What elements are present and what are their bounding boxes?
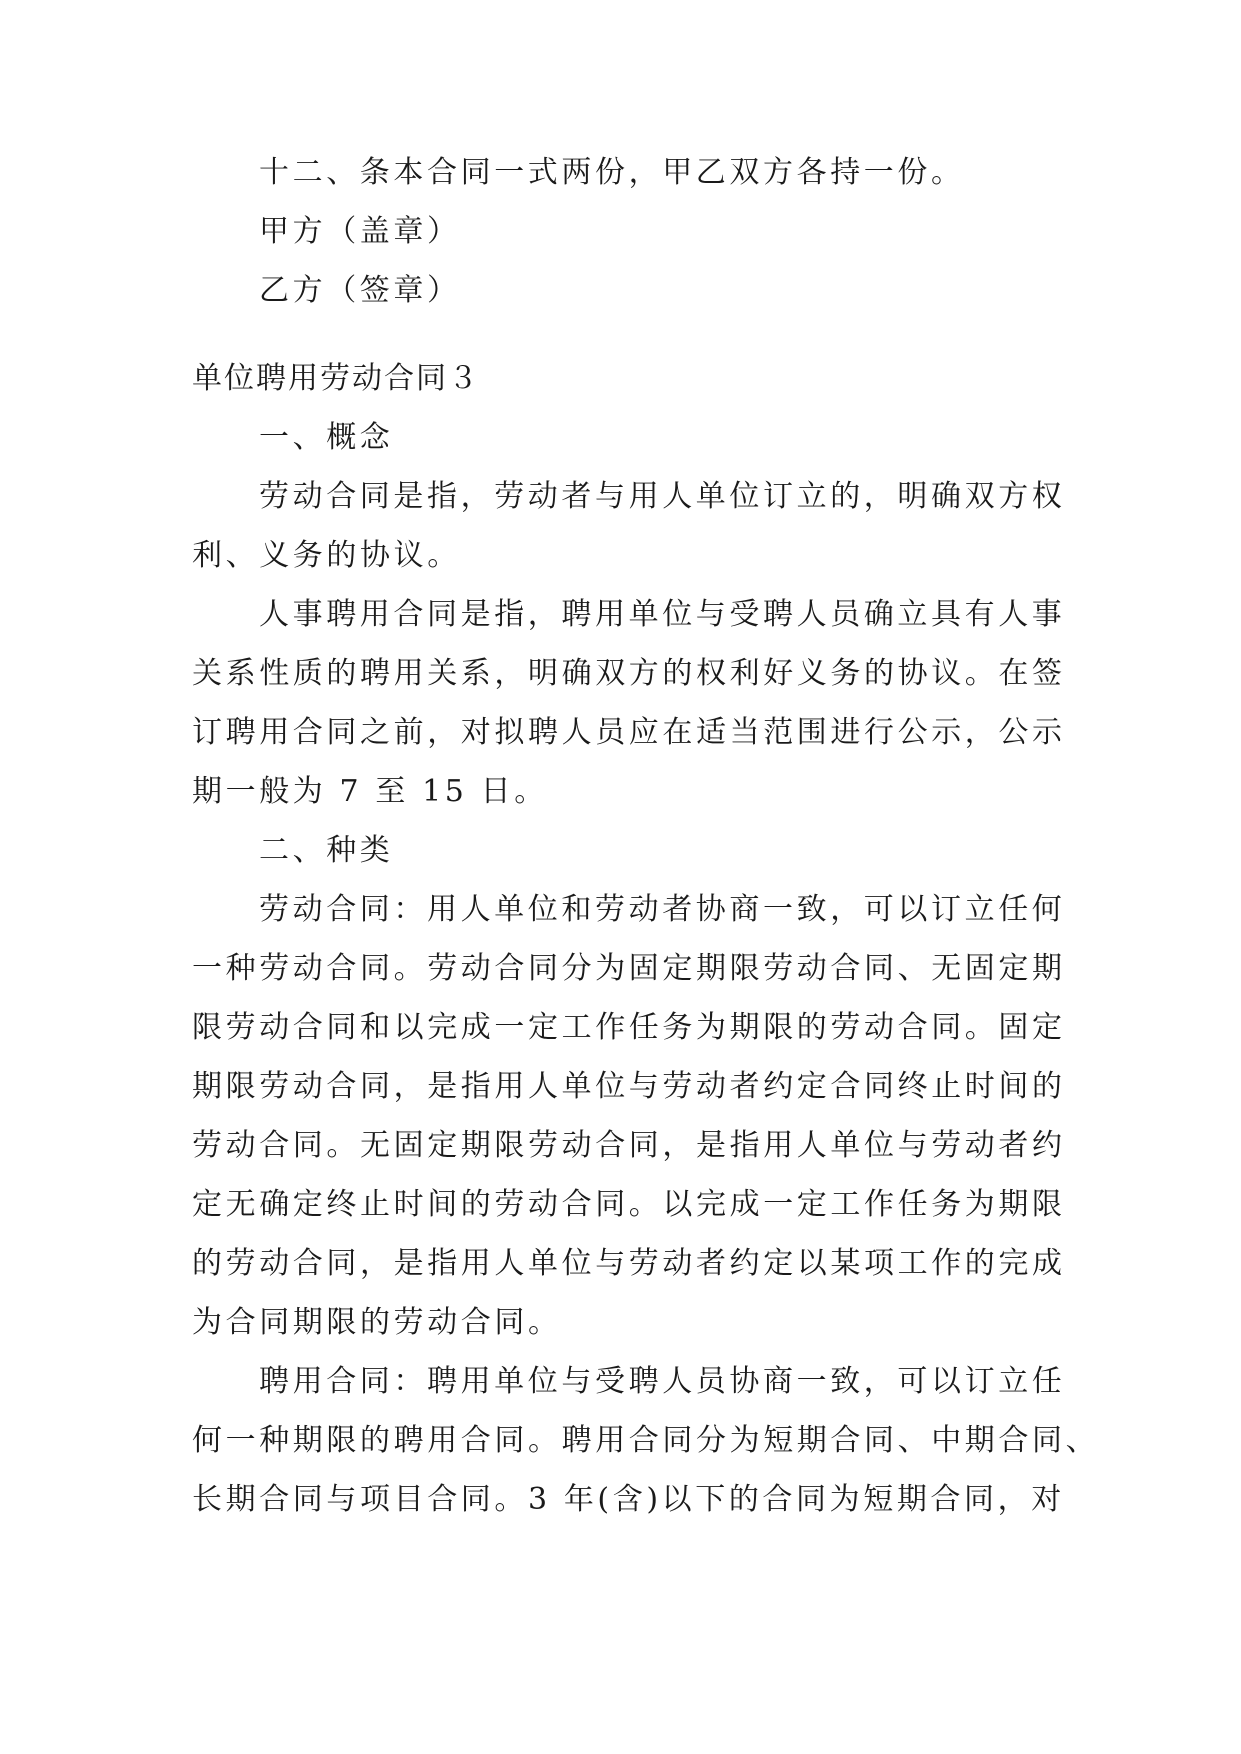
party-b-signature: 乙方（签章） (259, 273, 461, 308)
paragraph-line: 聘用合同：聘用单位与受聘人员协商一致，可以订立任 (259, 1364, 1066, 1399)
paragraph-line: 订聘用合同之前，对拟聘人员应在适当范围进行公示，公示 (192, 715, 1066, 750)
paragraph-line: 劳动合同：用人单位和劳动者协商一致，可以订立任何 (259, 892, 1066, 927)
paragraph-line: 一种劳动合同。劳动合同分为固定期限劳动合同、无固定期 (192, 951, 1066, 986)
paragraph-line: 利、义务的协议。 (192, 538, 461, 573)
subheading-concept: 一、概念 (259, 420, 394, 455)
document-body (192, 155, 1100, 1544)
paragraph-line: 限劳动合同和以完成一定工作任务为期限的劳动合同。固定 (192, 1010, 1066, 1045)
subheading-types: 二、种类 (259, 833, 394, 868)
paragraph-line: 劳动合同。无固定期限劳动合同，是指用人单位与劳动者约 (192, 1128, 1066, 1163)
paragraph-line: 长期合同与项目合同。3 年(含)以下的合同为短期合同，对 (192, 1482, 1065, 1517)
paragraph-line: 定无确定终止时间的劳动合同。以完成一定工作任务为期限 (192, 1187, 1066, 1222)
paragraph-line: 劳动合同是指，劳动者与用人单位订立的，明确双方权 (259, 479, 1066, 514)
section-title: 单位聘用劳动合同３ (192, 361, 480, 396)
paragraph-line: 人事聘用合同是指，聘用单位与受聘人员确立具有人事 (259, 597, 1066, 632)
paragraph-line: 关系性质的聘用关系，明确双方的权利好义务的协议。在签 (192, 656, 1066, 691)
paragraph-line: 为合同期限的劳动合同。 (192, 1305, 562, 1340)
paragraph-line: 期限劳动合同，是指用人单位与劳动者约定合同终止时间的 (192, 1069, 1066, 1104)
paragraph-line: 何一种期限的聘用合同。聘用合同分为短期合同、中期合同、 (192, 1423, 1100, 1458)
paragraph-line: 的劳动合同，是指用人单位与劳动者约定以某项工作的完成 (192, 1246, 1066, 1281)
paragraph-line: 期一般为 7 至 15 日。 (192, 774, 548, 809)
party-a-seal: 甲方（盖章） (259, 214, 461, 249)
clause-twelve: 十二、条本合同一式两份，甲乙双方各持一份。 (259, 155, 965, 190)
